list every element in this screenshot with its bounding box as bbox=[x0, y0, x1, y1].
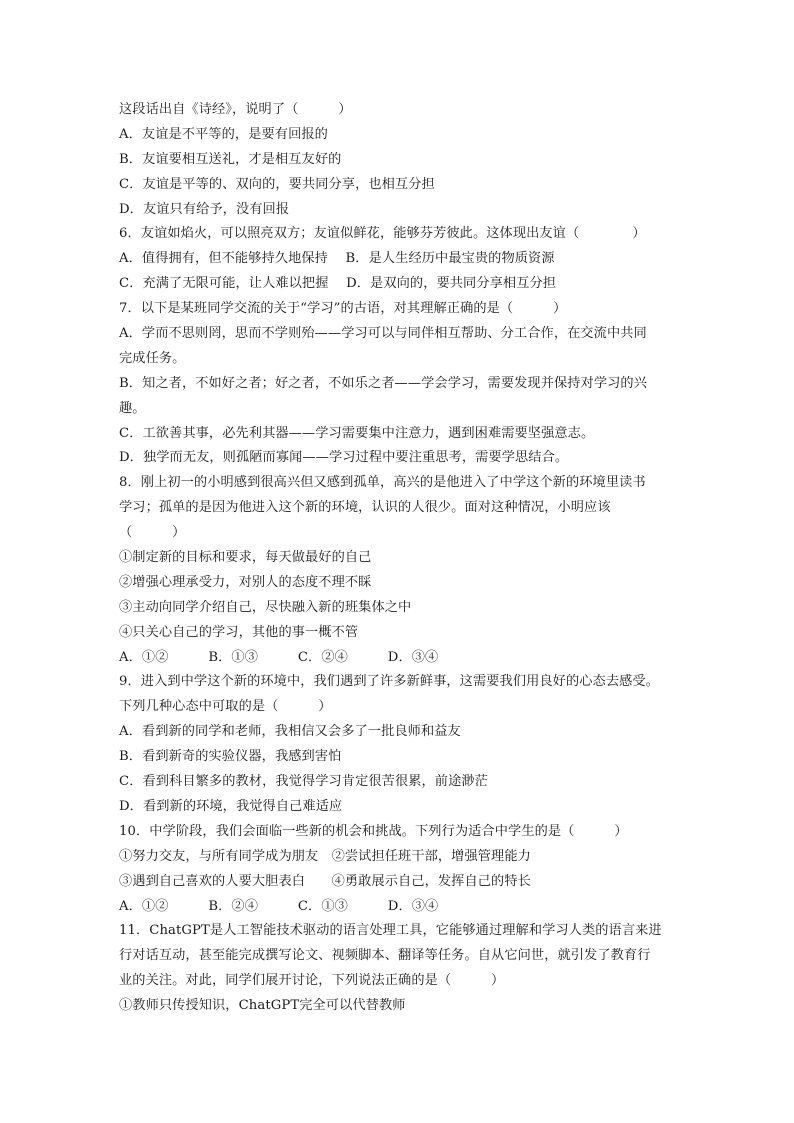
text-line: 这段话出自《诗经》，说明了（ ） bbox=[119, 102, 352, 117]
statement-line: ①教师只传授知识，ChatGPT完全可以代替教师 bbox=[119, 998, 406, 1014]
question-11: 11．ChatGPT是人工智能技术驱动的语言处理工具，它能够通过理解和学习人类的语言来进 bbox=[119, 923, 662, 939]
option-line: C．看到科目繁多的教材，我觉得学习肯定很苦很累，前途渺茫 bbox=[119, 774, 488, 790]
text-line: （ ） bbox=[119, 525, 186, 541]
question-text-body bbox=[119, 98, 699, 1019]
option-line: B．看到新奇的实验仪器，我感到害怕 bbox=[119, 749, 342, 765]
option-line: D．独学而无友，则孤陋而寡闻——学习过程中要注重思考，需要学思结合。 bbox=[119, 450, 569, 466]
option-line: A．值得拥有，但不能够持久地保持 B．是人生经历中最宝贵的物质资源 bbox=[119, 251, 555, 267]
statement-line: ①努力交友，与所有同学成为朋友 ②尝试担任班干部，增强管理能力 bbox=[119, 848, 531, 864]
statement-line: ①制定新的目标和要求，每天做最好的自己 bbox=[119, 550, 372, 566]
option-line: A．友谊是不平等的，是要有回报的 bbox=[119, 126, 328, 142]
text-line: 学习；孤单的是因为他进入这个新的环境，认识的人很少。面对这种情况，小明应该 bbox=[119, 500, 611, 516]
option-line: C．友谊是平等的、双向的，要共同分享，也相互分担 bbox=[119, 176, 435, 192]
text-line: 业的关注。对此，同学们展开讨论，下列说法正确的是（ ） bbox=[119, 973, 505, 989]
statement-line: ②增强心理承受力，对别人的态度不理不睬 bbox=[119, 574, 372, 590]
statement-line: ③遇到自己喜欢的人要大胆表白 ④勇敢展示自己，发挥自己的特长 bbox=[119, 873, 531, 889]
option-line: C．工欲善其事，必先利其器——学习需要集中注意力，遇到困难需要坚强意志。 bbox=[119, 425, 595, 441]
question-9: 9．进入到中学这个新的环境中，我们遇到了许多新鲜事，这需要我们用良好的心态去感受。 bbox=[119, 674, 659, 690]
statement-line: ④只关心自己的学习，其他的事一概不管 bbox=[119, 624, 359, 640]
question-7: 7．以下是某班同学交流的关于“学习”的古语，对其理解正确的是（ ） bbox=[119, 301, 567, 317]
text-line: 趣。 bbox=[119, 400, 146, 416]
option-line: B．知之者，不如好之者；好之者，不如乐之者——学会学习，需要发现并保持对学习的兴 bbox=[119, 375, 647, 391]
question-10: 10．中学阶段，我们会面临一些新的机会和挑战。下列行为适合中学生的是（ ） bbox=[119, 823, 628, 839]
statement-line: ③主动向同学介绍自己，尽快融入新的班集体之中 bbox=[119, 599, 412, 615]
option-line: A．①② B．①③ C．②④ D．③④ bbox=[119, 649, 439, 665]
option-line: C．充满了无限可能，让人难以把握 D．是双向的，要共同分享相互分担 bbox=[119, 276, 557, 292]
text-line: 下列几种心态中可取的是（ ） bbox=[119, 699, 332, 715]
option-line: D．友谊只有给予，没有回报 bbox=[119, 201, 290, 217]
option-line: A．看到新的同学和老师，我相信又会多了一批良师和益友 bbox=[119, 724, 461, 740]
option-line: B．友谊要相互送礼，才是相互友好的 bbox=[119, 151, 342, 167]
option-line: A．①② B．②④ C．①③ D．③④ bbox=[119, 898, 439, 914]
text-line: 完成任务。 bbox=[119, 350, 186, 366]
text-line: 行对话互动，甚至能完成撰写论文、视频脚本、翻译等任务。自从它问世，就引发了教育行 bbox=[119, 948, 651, 964]
question-8: 8．刚上初一的小明感到很高兴但又感到孤单，高兴的是他进入了中学这个新的环境里读书 bbox=[119, 475, 646, 491]
option-line: D．看到新的环境，我觉得自己难适应 bbox=[119, 798, 343, 814]
option-line: A．学而不思则罔，思而不学则殆——学习可以与同伴相互帮助、分工合作，在交流中共同 bbox=[119, 326, 647, 342]
question-6: 6．友谊如焰火，可以照亮双方；友谊似鲜花，能够芬芳彼此。这体现出友谊（ ） bbox=[119, 226, 646, 242]
